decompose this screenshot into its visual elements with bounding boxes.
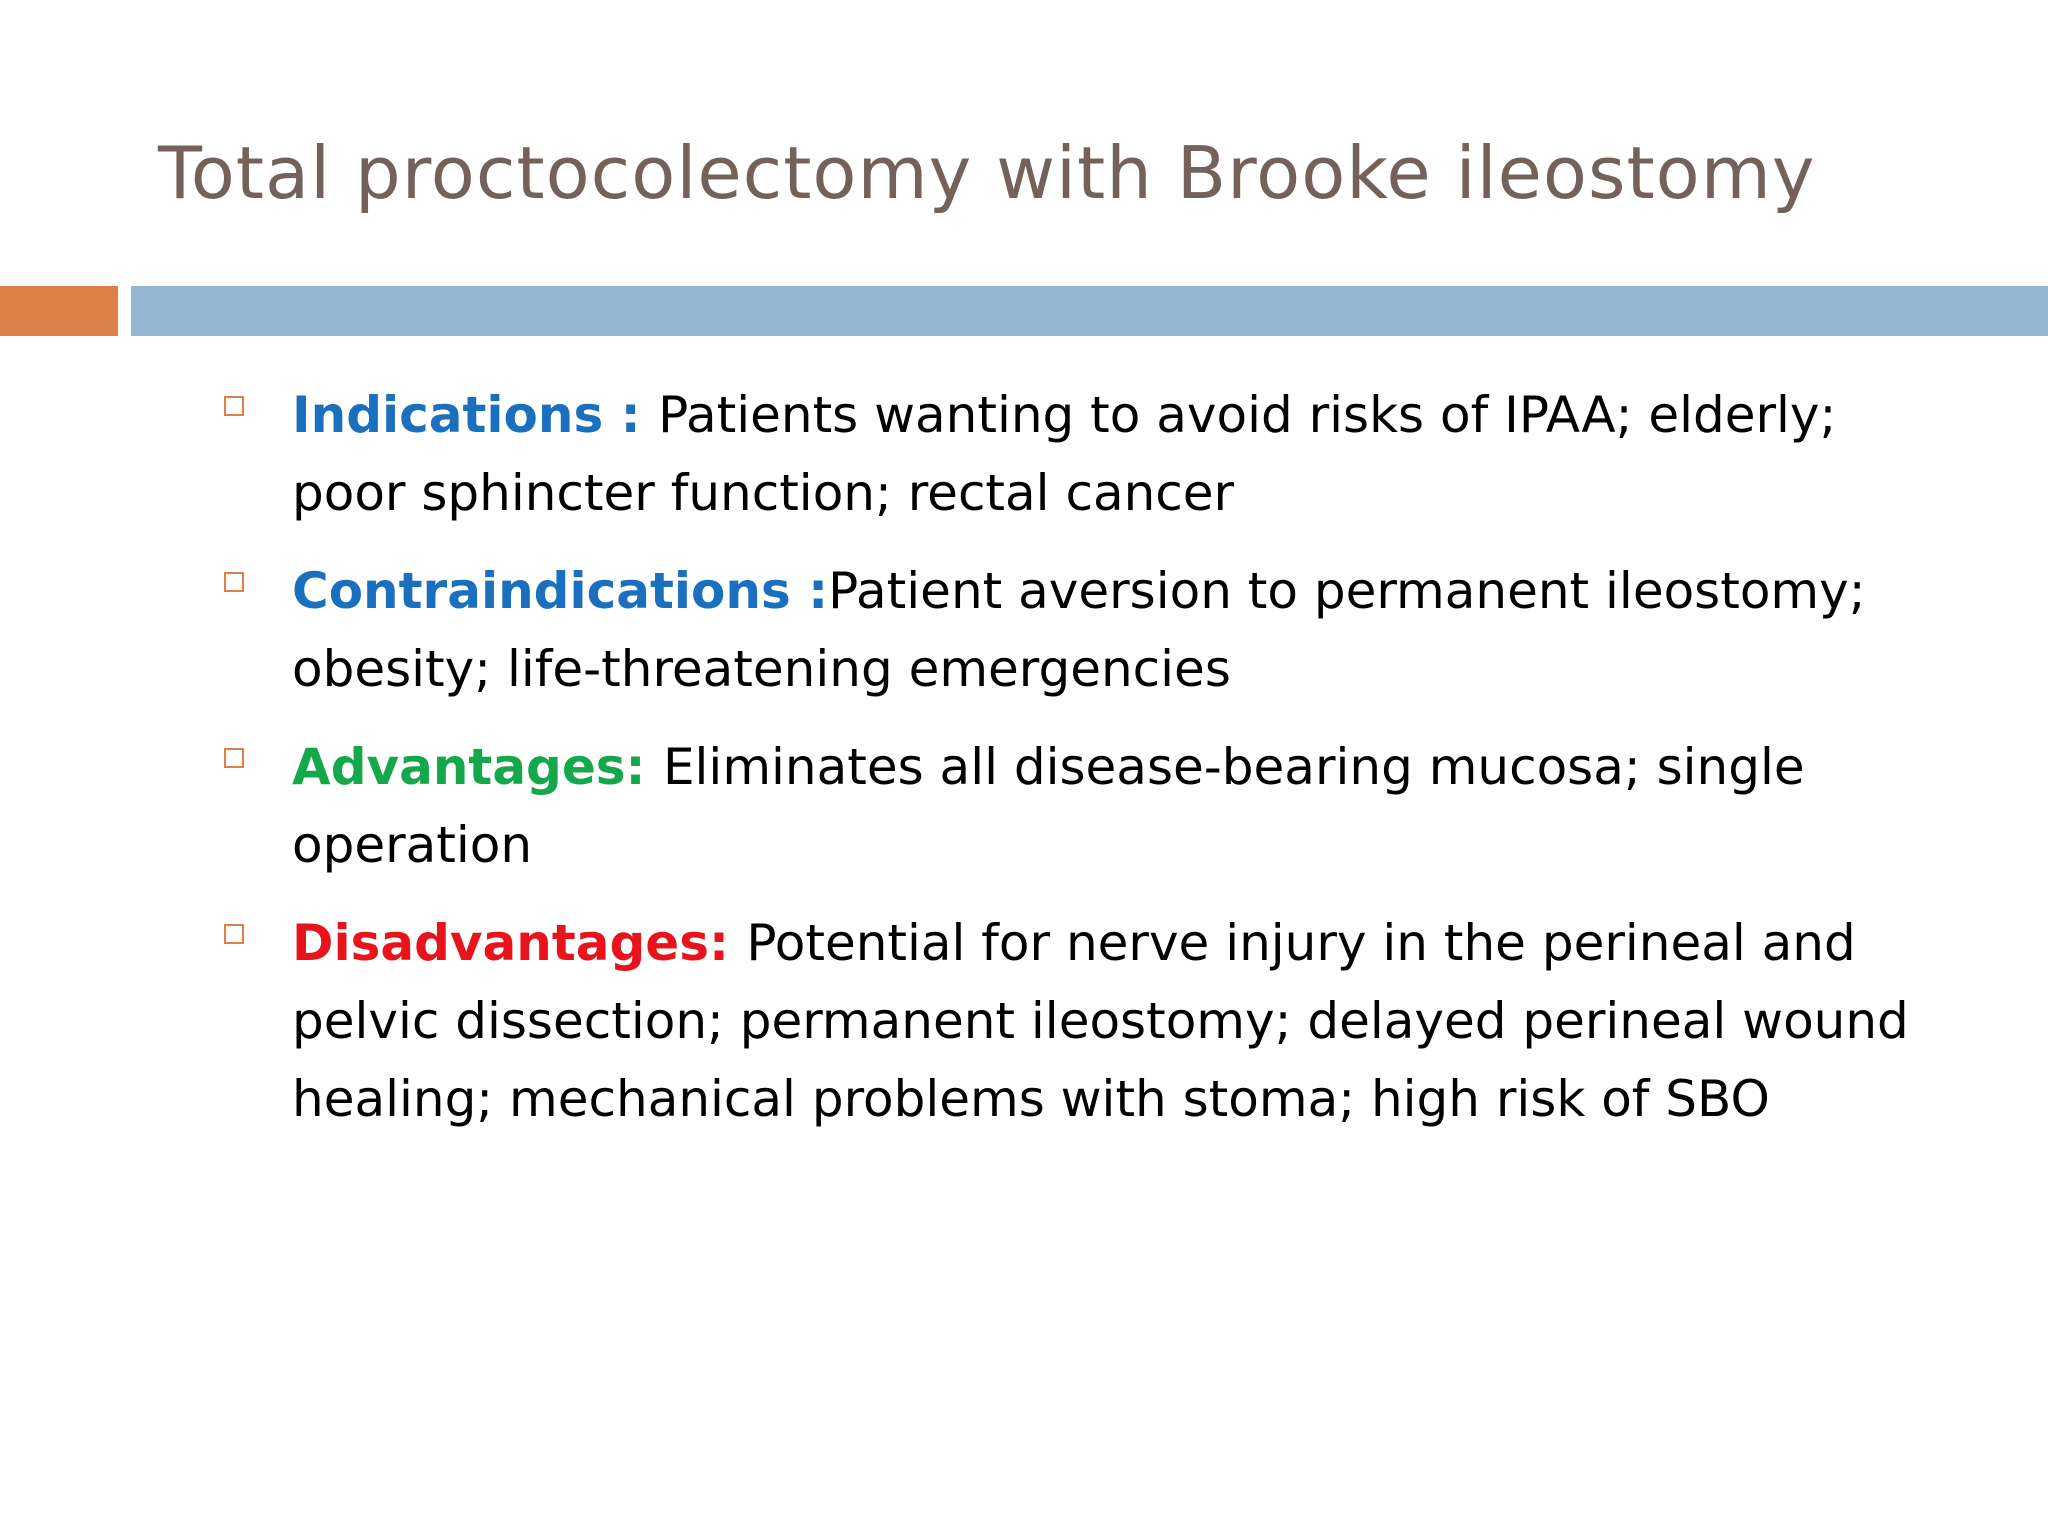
bullet-label: Advantages: — [292, 738, 663, 796]
bullet-text: Patient aversion to permanent ileostomy; obesity; life-threatening emergencies — [292, 562, 1866, 698]
bullet-label: Contraindications : — [292, 562, 829, 620]
bullet-label: Disadvantages: — [292, 914, 747, 972]
bullet-disadvantages — [220, 904, 1940, 1138]
bullet-text: Potential for nerve injury in the perineal and pelvic dissection; permanent ileostomy; delayed perineal wound healing; mechanical problems with stoma; high risk of SBO — [292, 914, 1909, 1128]
slide-title: Total proctocolectomy with Brooke ileostomy — [158, 131, 1816, 215]
accent-bar-blue — [131, 286, 2048, 336]
square-bullet-icon — [224, 396, 244, 416]
bullet-text: Eliminates all disease-bearing mucosa; single operation — [292, 738, 1805, 874]
bullet-advantages — [220, 728, 1940, 884]
square-bullet-icon — [224, 924, 244, 944]
bullet-list — [220, 376, 1940, 1158]
bullet-label: Indications : — [292, 386, 659, 444]
accent-bar-orange — [0, 286, 118, 336]
bullet-text: Patients wanting to avoid risks of IPAA; elderly; poor sphincter function; rectal cancer — [292, 386, 1837, 522]
square-bullet-icon — [224, 572, 244, 592]
bullet-indications — [220, 376, 1940, 532]
square-bullet-icon — [224, 748, 244, 768]
bullet-contraindications — [220, 552, 1940, 708]
